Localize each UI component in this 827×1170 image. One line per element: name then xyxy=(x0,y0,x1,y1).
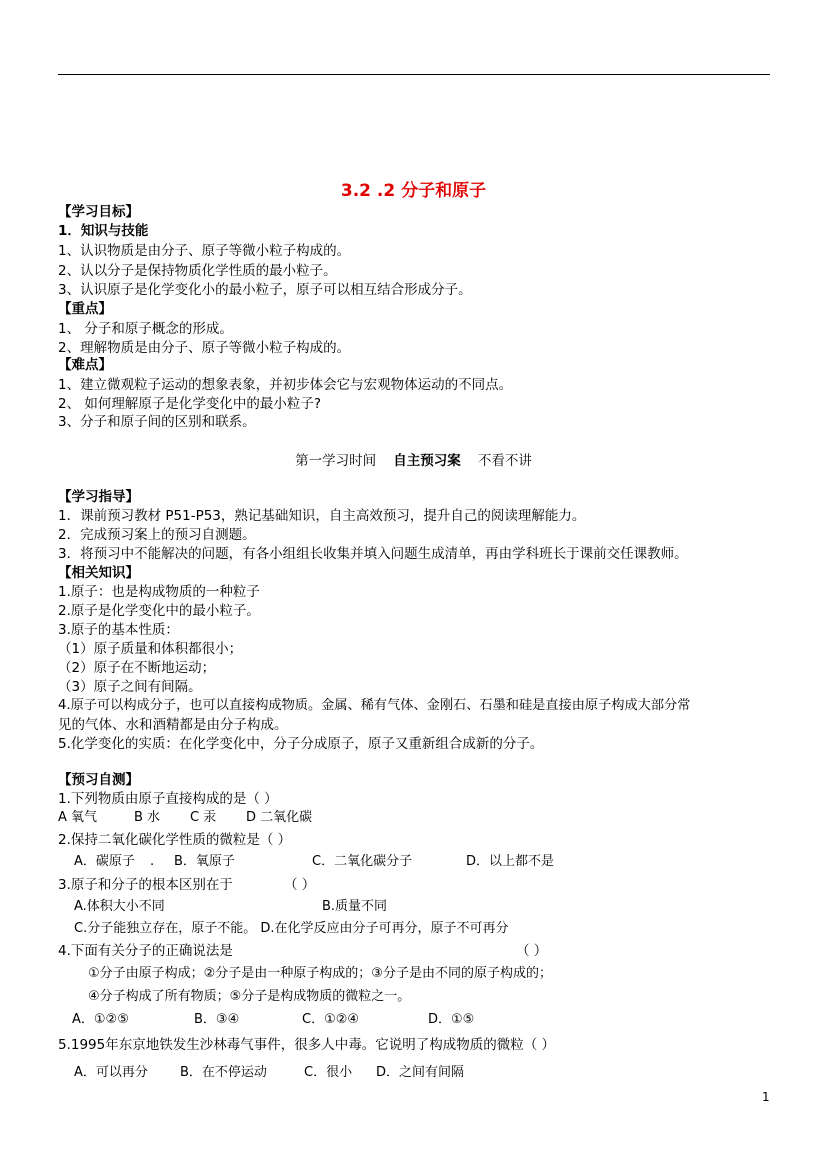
guide-item: 2．完成预习案上的预习自测题。 xyxy=(58,527,256,543)
related-item: 3.原子的基本性质： xyxy=(58,622,179,638)
answer-paren: （ ） xyxy=(284,877,316,893)
page-title: 3.2 .2 分子和原子 xyxy=(340,181,487,201)
subsection-knowledge-skills: 1．知识与技能 xyxy=(58,223,149,239)
related-item: 见的气体、水和酒精都是由分子构成。 xyxy=(58,717,288,733)
difficult-item: 1、建立微观粒子运动的想象表象，并初步体会它与宏观物体运动的不同点。 xyxy=(58,377,513,393)
question-4 xyxy=(58,942,547,960)
key-item: 2、理解物质是由分子、原子等微小粒子构成的。 xyxy=(58,340,351,356)
related-item: 1.原子：也是构成物质的一种粒子 xyxy=(58,584,260,600)
option: D．以上都不是 xyxy=(466,854,555,869)
answer-paren: （ ） xyxy=(516,943,548,959)
option: A.体积大小不同 xyxy=(74,899,165,914)
question-1-options xyxy=(58,809,312,827)
question-4-options xyxy=(72,1011,474,1029)
option: D．①⑤ xyxy=(428,1012,475,1027)
related-item: （2）原子在不断地运动； xyxy=(58,660,216,676)
question-3 xyxy=(58,876,315,894)
section-self-test: 【预习自测】 xyxy=(58,772,139,788)
key-item: 1、 分子和原子概念的形成。 xyxy=(58,321,233,337)
target-item: 1、认识物质是由分子、原子等微小粒子构成的。 xyxy=(58,243,351,259)
question-3-text: 3.原子和分子的根本区别在于 xyxy=(58,877,233,893)
section-related-knowledge: 【相关知识】 xyxy=(58,565,139,581)
option: B 水 xyxy=(134,810,161,825)
option: D 二氧化碳 xyxy=(246,810,313,825)
difficult-item: 3、分子和原子间的区别和联系。 xyxy=(58,414,256,430)
question-4-text: 4.下面有关分子的正确说法是 xyxy=(58,943,233,959)
option: C．二氧化碳分子 xyxy=(312,854,413,869)
stray-dot: . xyxy=(150,854,155,869)
target-item: 2、认以分子是保持物质化学性质的最小粒子。 xyxy=(58,263,337,279)
header-rule xyxy=(58,74,770,75)
question-3-options xyxy=(74,898,387,916)
session-heading xyxy=(0,452,827,470)
target-item: 3、认识原子是化学变化小的最小粒子，原子可以相互结合形成分子。 xyxy=(58,282,472,298)
option: B.质量不同 xyxy=(322,899,388,914)
page-number: 1 xyxy=(762,1090,770,1104)
difficult-item: 2、 如何理解原子是化学变化中的最小粒子? xyxy=(58,396,322,412)
question-2-options xyxy=(74,853,554,871)
option: D．之间有间隔 xyxy=(376,1065,465,1080)
guide-item: 3．将预习中不能解决的问题，有各小组组长收集并填入问题生成清单，再由学科班长于课前交任课教师。 xyxy=(58,546,688,562)
option: B．③④ xyxy=(194,1012,240,1027)
related-item: 4.原子可以构成分子，也可以直接构成物质。金属、稀有气体、金刚石、石墨和硅是直接由原子构成大部分常 xyxy=(58,698,691,713)
section-learning-guide: 【学习指导】 xyxy=(58,489,139,505)
question-5: 5.1995年东京地铁发生沙林毒气事件，很多人中毒。它说明了构成物质的微粒（ ） xyxy=(58,1037,556,1053)
guide-item: 1．课前预习教材 P51-P53，熟记基础知识，自主高效预习，提升自己的阅读理解能力。 xyxy=(58,508,586,524)
session-part3: 不看不讲 xyxy=(477,453,532,469)
option: B．氧原子 xyxy=(174,854,235,869)
question-4-statements: ④分子构成了所有物质；⑤分子是构成物质的微粒之一。 xyxy=(88,989,411,1004)
related-item: （1）原子质量和体积都很小； xyxy=(58,641,243,657)
option: A．可以再分 xyxy=(74,1065,148,1080)
question-1: 1.下列物质由原子直接构成的是（ ） xyxy=(58,791,278,807)
option: B．在不停运动 xyxy=(180,1065,267,1080)
question-5-options xyxy=(74,1064,464,1082)
related-item: （3）原子之间有间隔。 xyxy=(58,679,202,695)
option: C．①②④ xyxy=(302,1012,360,1027)
session-part1: 第一学习时间 xyxy=(295,453,377,469)
option: C．很小 xyxy=(304,1065,353,1080)
related-item: 5.化学变化的实质：在化学变化中，分子分成原子，原子又重新组合成新的分子。 xyxy=(58,736,544,752)
section-difficult-points: 【难点】 xyxy=(58,357,112,373)
session-part2: 自主预习案 xyxy=(393,453,461,469)
related-item: 2.原子是化学变化中的最小粒子。 xyxy=(58,603,260,619)
section-key-points: 【重点】 xyxy=(58,301,112,317)
question-4-statements: ①分子由原子构成；②分子是由一种原子构成的；③分子是由不同的原子构成的； xyxy=(88,966,552,981)
option: A 氧气 xyxy=(58,810,98,825)
section-learning-target: 【学习目标】 xyxy=(58,204,139,220)
option: A．碳原子 xyxy=(74,854,135,869)
question-2: 2.保持二氧化碳化学性质的微粒是（ ） xyxy=(58,832,292,848)
option: C 汞 xyxy=(190,810,217,825)
option: A．①②⑤ xyxy=(72,1012,129,1027)
question-3-options-cd: C.分子能独立存在，原子不能。 D.在化学反应由分子可再分，原子不可再分 xyxy=(74,921,509,936)
